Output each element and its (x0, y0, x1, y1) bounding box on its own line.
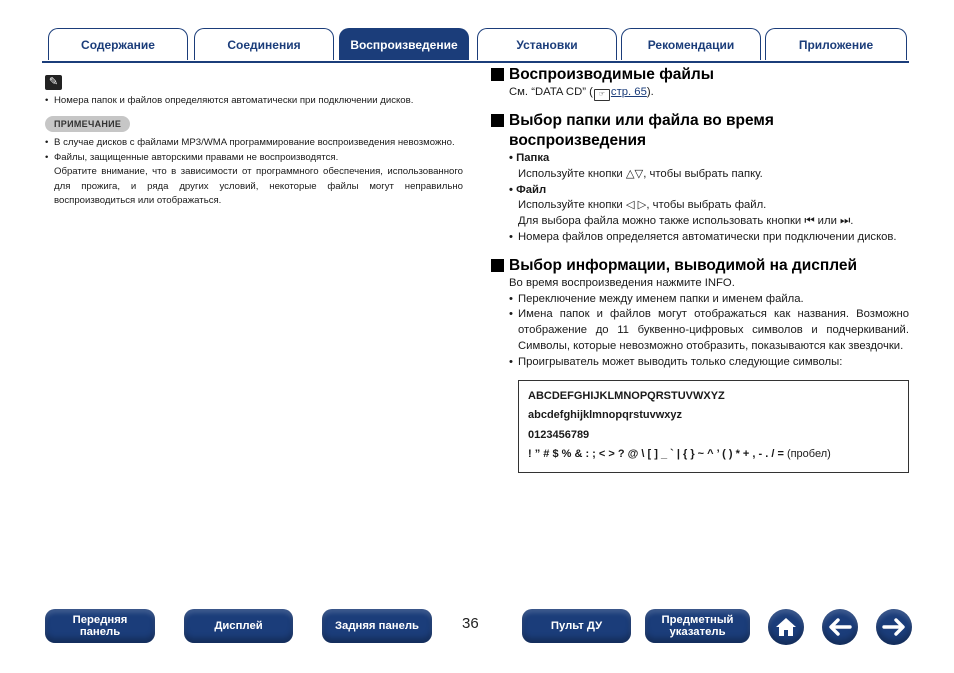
note-text: Обратите внимание, что в зависимости от программного обеспечения, использованного для прожига, и ряда других условий, некоторые файлы могут неправильно воспроизводиться или отображаться. (54, 166, 463, 206)
home-icon (774, 616, 798, 638)
list-item: • В случае дисков с файлами MP3/WMA программирование воспроизведения невозможно. (45, 137, 455, 148)
section-title: Выбор информации, выводимой на дисплей (491, 256, 909, 276)
tab-connections[interactable]: Соединения (194, 28, 334, 60)
folder-text: Используйте кнопки △▽, чтобы выбрать папку. (518, 167, 763, 180)
front-panel-button[interactable]: Передняя панель (45, 609, 155, 643)
square-bullet-icon (491, 114, 504, 127)
tab-settings[interactable]: Установки (477, 28, 617, 60)
remote-button[interactable]: Пульт ДУ (522, 609, 631, 643)
section-title: Воспроизводимые файлы (491, 65, 909, 85)
rear-panel-button[interactable]: Задняя панель (322, 609, 432, 643)
folder-label: • Папка (509, 152, 550, 164)
list-item: • Номера папок и файлов определяются автоматически при подключении дисков. (45, 95, 414, 106)
list-item: • Файлы, защищенные авторскими правами не воспроизводятся. (45, 151, 339, 163)
list-item: • Переключение между именем папки и именем файла. (509, 292, 804, 305)
arrow-left-icon (827, 617, 853, 637)
pencil-icon: ✎ (45, 75, 62, 90)
home-button[interactable] (768, 609, 804, 645)
list-item: • Номера файлов определяется автоматически при подключении дисков. (509, 230, 897, 243)
file-label: • Файл (509, 183, 547, 196)
square-bullet-icon (491, 68, 504, 81)
tab-contents[interactable]: Содержание (48, 28, 188, 60)
page-number: 36 (462, 615, 479, 632)
arrow-right-icon (881, 617, 907, 637)
tab-appendix[interactable]: Приложение (765, 28, 907, 60)
back-button[interactable] (822, 609, 858, 645)
file-text-skip: Для выбора файла можно также использовать кнопки ⏮ или ⏭. (518, 215, 854, 228)
character-table: ABCDEFGHIJKLMNOPQRSTUVWXYZ abcdefghijklmnopqrstuvwxyz 0123456789 ! ” # $ % & : ; < > ? @ \ [ ] _ ` | { } ~ ^ ’ ( ) * + , - . / = (пробел) (518, 380, 909, 473)
tab-tips[interactable]: Рекомендации (621, 28, 761, 60)
section-title: Выбор папки или файла во время воспроизведения (491, 111, 909, 151)
file-text: Используйте кнопки ◁ ▷, чтобы выбрать файл. (518, 199, 767, 212)
top-tab-bar (42, 28, 909, 61)
page-link[interactable]: стр. 65 (610, 86, 647, 98)
forward-button[interactable] (876, 609, 912, 645)
intro-text: Во время воспроизведения нажмите INFO. (509, 276, 735, 289)
see-reference: См. “DATA CD” ( ☞ стр. 65). (491, 85, 909, 101)
list-item: • Имена папок и файлов могут отображаться как названия. Возможно отображение до 11 буквенно-цифровых символов и подчеркиваний. Символы, которые невозможно отобразить, показываются как звездочки. (509, 308, 909, 352)
tab-underline (42, 61, 909, 63)
right-column (491, 65, 909, 473)
book-icon: ☞ (594, 89, 610, 101)
left-column (45, 75, 463, 209)
square-bullet-icon (491, 259, 504, 272)
list-item: • Проигрыватель может выводить только следующие символы: (509, 355, 843, 368)
note-badge: ПРИМЕЧАНИЕ (45, 116, 130, 133)
tab-playback[interactable]: Воспроизведение (339, 28, 469, 60)
index-button[interactable]: Предметный указатель (645, 609, 750, 643)
display-button[interactable]: Дисплей (184, 609, 293, 643)
